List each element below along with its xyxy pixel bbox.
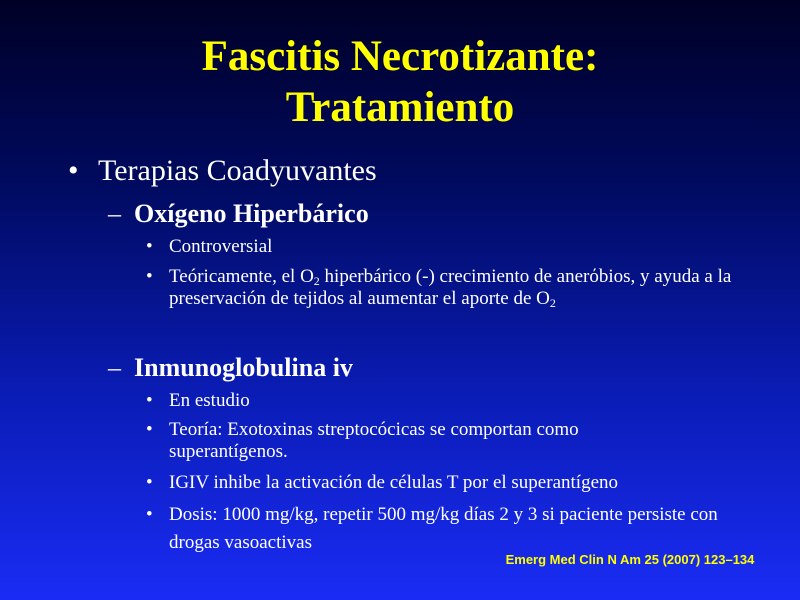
list-item-text: Teoría: Exotoxinas streptocócicas se comportan como superantígenos. bbox=[169, 419, 579, 462]
list-item-text: Dosis: 1000 mg/kg, repetir 500 mg/kg días 2 y 3 si paciente persiste con drogas vasoactivas bbox=[169, 504, 718, 553]
bullet-icon: • bbox=[146, 504, 153, 525]
list-item bbox=[146, 472, 756, 494]
bullet-icon: • bbox=[146, 472, 153, 493]
subscript: 2 bbox=[549, 296, 556, 310]
list-item-text: Controversial bbox=[169, 236, 273, 257]
list-item bbox=[146, 236, 756, 258]
slide-title bbox=[0, 31, 800, 133]
slide-title-line-1: Fascitis Necrotizante: bbox=[201, 33, 599, 80]
subheading-text: Inmunoglobulina iv bbox=[134, 353, 353, 382]
dash-icon: – bbox=[108, 353, 121, 382]
subscript: 2 bbox=[313, 274, 320, 288]
bullet-icon: • bbox=[68, 154, 79, 187]
list-item-text: En estudio bbox=[169, 390, 250, 411]
dash-icon: – bbox=[108, 199, 121, 228]
citation: Emerg Med Clin N Am 25 (2007) 123–134 bbox=[505, 552, 755, 567]
bullet-icon: • bbox=[146, 419, 153, 440]
text-fragment: hiperbárico (-) crecimiento de anerόbios, y ayuda a la preservación de tejidos al aumentar el aporte de O bbox=[169, 266, 732, 309]
slide-title-line-2: Tratamiento bbox=[285, 84, 515, 131]
subheading-text: Oxígeno Hiperbárico bbox=[134, 199, 369, 228]
text-fragment: Teóricamente, el O bbox=[169, 266, 314, 287]
list-item-text bbox=[169, 266, 756, 310]
list-item bbox=[146, 501, 736, 557]
list-item bbox=[146, 390, 756, 412]
section-heading bbox=[68, 152, 377, 190]
bullet-icon: • bbox=[146, 266, 153, 287]
bullet-icon: • bbox=[146, 236, 153, 257]
subheading-immunoglobulin bbox=[108, 352, 353, 384]
section-heading-text: Terapias Coadyuvantes bbox=[98, 154, 377, 187]
list-item-text: IGIV inhibe la activación de células T por el superantígeno bbox=[169, 472, 618, 493]
list-item bbox=[146, 266, 756, 310]
bullet-icon: • bbox=[146, 390, 153, 411]
subheading-hyperbaric-oxygen bbox=[108, 198, 369, 230]
list-item bbox=[146, 419, 666, 463]
